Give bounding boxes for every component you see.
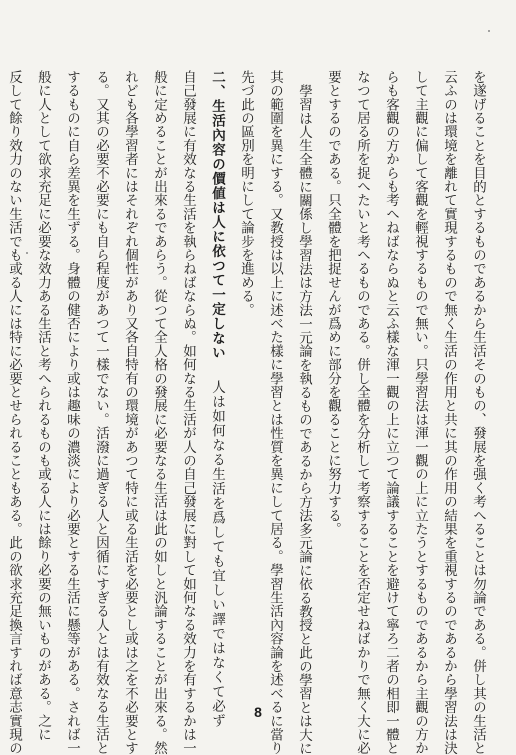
text-line: 自己發展に有效なる生活を執らねばならぬ。如何なる生活が人の自己發展に對して如何なる效力を有するかは一 — [180, 70, 196, 755]
text-line: して主觀に偏して客觀を輕視するもので無い。只學習法は渾一觀の上に立たうとするものであるから主觀の方か — [412, 70, 428, 755]
text-line: なつて居る所を捉へたいと考へるものである。併し全體を分析して考察することを否定せねばかりで無く大に必 — [354, 70, 370, 755]
text-line: 般に定めることが出來るであらう。從つて全人格の發展に必要なる生活は此の如しと汎論することが出來る。然 — [151, 70, 167, 755]
text-line: 學習は人生全體に關係し學習法は方法一元論を執るものであるから方法多元論に依る教授と此の學習とは大に — [296, 84, 312, 755]
text-line: 反して餘り效力のない生活でも或る人には特に必要とせられることもある。此の欲求充足換言すれば意志實現の — [6, 70, 22, 755]
text-line: れども各學習者にはそれぞれ個性があり又各自特有の環境があつて特に或る生活を必要とし或は之を不必要とす — [122, 70, 138, 755]
section-heading — [202, 70, 231, 729]
text-line: するものに自ら差異を生ずる。身體の健否により或は趣味の濃淡により必要とする生活に懸等がある。されば一 — [64, 70, 80, 755]
paper-speck — [488, 30, 490, 32]
text-line: る。又其の必要不必要にも自ら程度があつて一樣でない。活潑に過ぎる人と因循にすぎる人とは有效なる生活と — [93, 70, 109, 755]
text-line: 云ふのは環境を離れて實現するもので無く生活の作用と共に其の作用の結果を重視するのであるから學習法は決 — [441, 70, 457, 755]
text-line: らも客觀の方からも考へねばならぬと云ふ樣な渾一觀の上に立つて論議することを避けて寧ろ二者の相即一體と — [383, 70, 399, 755]
heading-continuation: 人は如何なる生活を爲しても宜しい譯ではなくて必ず — [209, 380, 225, 729]
text-line: 要とするのである。只全體を把捉せんが爲めに部分を觀ることに努力する。 — [325, 70, 341, 536]
vertical-text-body — [6, 70, 492, 755]
text-line: を遂げることを目的とするものであるから生活そのもの、發展を强く考へることは勿論である。併し其の生活と — [470, 70, 486, 755]
paper-speck — [26, 252, 28, 254]
page-number: 8 — [254, 704, 262, 720]
text-line: 先づ此の區別を明にして論步を進める。 — [238, 70, 254, 317]
text-line: 般に人として欲求充足に必要な效力ある生活と考へられるものも或る人には餘り必要の無いものがある。之に — [35, 70, 51, 742]
text-line: 其の範圍を異にする。又教授は以上に述べた樣に學習とは性質を異にして居る。學習生活內容論を述べるに當り — [267, 70, 283, 755]
section-heading-text: 二、生活內容の價値は人に依つて一定しない — [209, 70, 225, 360]
